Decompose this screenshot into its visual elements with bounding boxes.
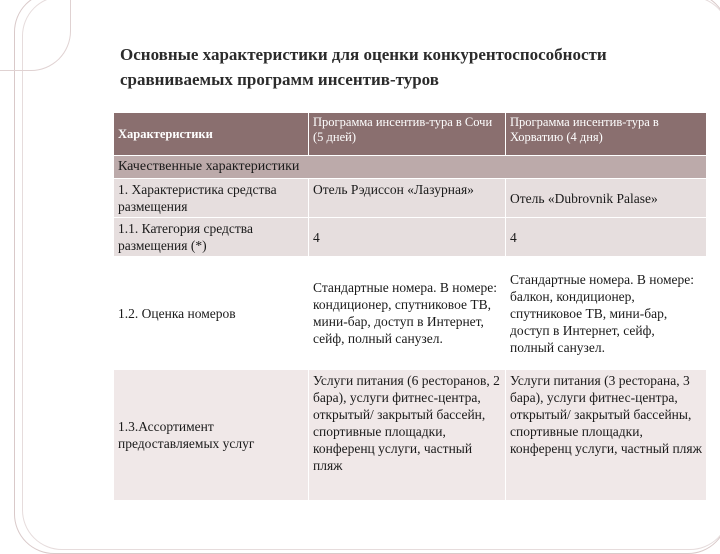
cell-sochi-category: 4: [309, 218, 506, 257]
row-label-rooms: 1.2. Оценка номеров: [114, 257, 309, 370]
header-characteristics: Характеристики: [114, 113, 309, 156]
cell-croatia-category: 4: [506, 218, 707, 257]
comparison-table: [113, 112, 707, 501]
table-header-row: [114, 113, 707, 156]
cell-sochi-hotel: Отель Рэдиссон «Лазурная»: [309, 179, 506, 218]
section-row: [114, 156, 707, 179]
table-row: [114, 179, 707, 218]
comparison-table-container: [113, 112, 707, 501]
row-label-accommodation: 1. Характеристика средства размещения: [114, 179, 309, 218]
cell-sochi-rooms: Стандартные номера. В номере: кондиционер, спутниковое ТВ, мини-бар, доступ в Интернет, сейф, полный санузел.: [309, 257, 506, 370]
table-row: [114, 218, 707, 257]
header-sochi-program: Программа инсентив-тура в Сочи (5 дней): [309, 113, 506, 156]
slide-title-line-1: Основные характеристики для оценки конкурентоспособности: [120, 45, 607, 64]
header-croatia-program: Программа инсентив-тура в Хорватию (4 дня): [506, 113, 707, 156]
table-row: [114, 257, 707, 370]
cell-croatia-rooms: Стандартные номера. В номере: балкон, кондиционер, спутниковое ТВ, мини-бар, доступ в Интернет, сейф, полный санузел.: [506, 257, 707, 370]
cell-sochi-services: Услуги питания (6 ресторанов, 2 бара), услуги фитнес-центра, открытый/ закрытый бассейн, спортивные площадки, конференц услуги, частный пляж: [309, 370, 506, 501]
row-label-category: 1.1. Категория средства размещения (*): [114, 218, 309, 257]
cell-croatia-services: Услуги питания (3 ресторана, 3 бара), услуги фитнес-центра, открытый/ закрытый бассейны, спортивные площадки, конференц услуги, частный пляж: [506, 370, 707, 501]
cell-croatia-hotel: Отель «Dubrovnik Palase»: [506, 179, 707, 218]
slide-title: [120, 42, 705, 92]
slide-title-line-2: сравниваемых программ инсентив-туров: [120, 70, 439, 89]
table-row: [114, 370, 707, 501]
section-qualitative: Качественные характеристики: [114, 156, 707, 179]
row-label-services: 1.3.Ассортимент предоставляемых услуг: [114, 370, 309, 501]
